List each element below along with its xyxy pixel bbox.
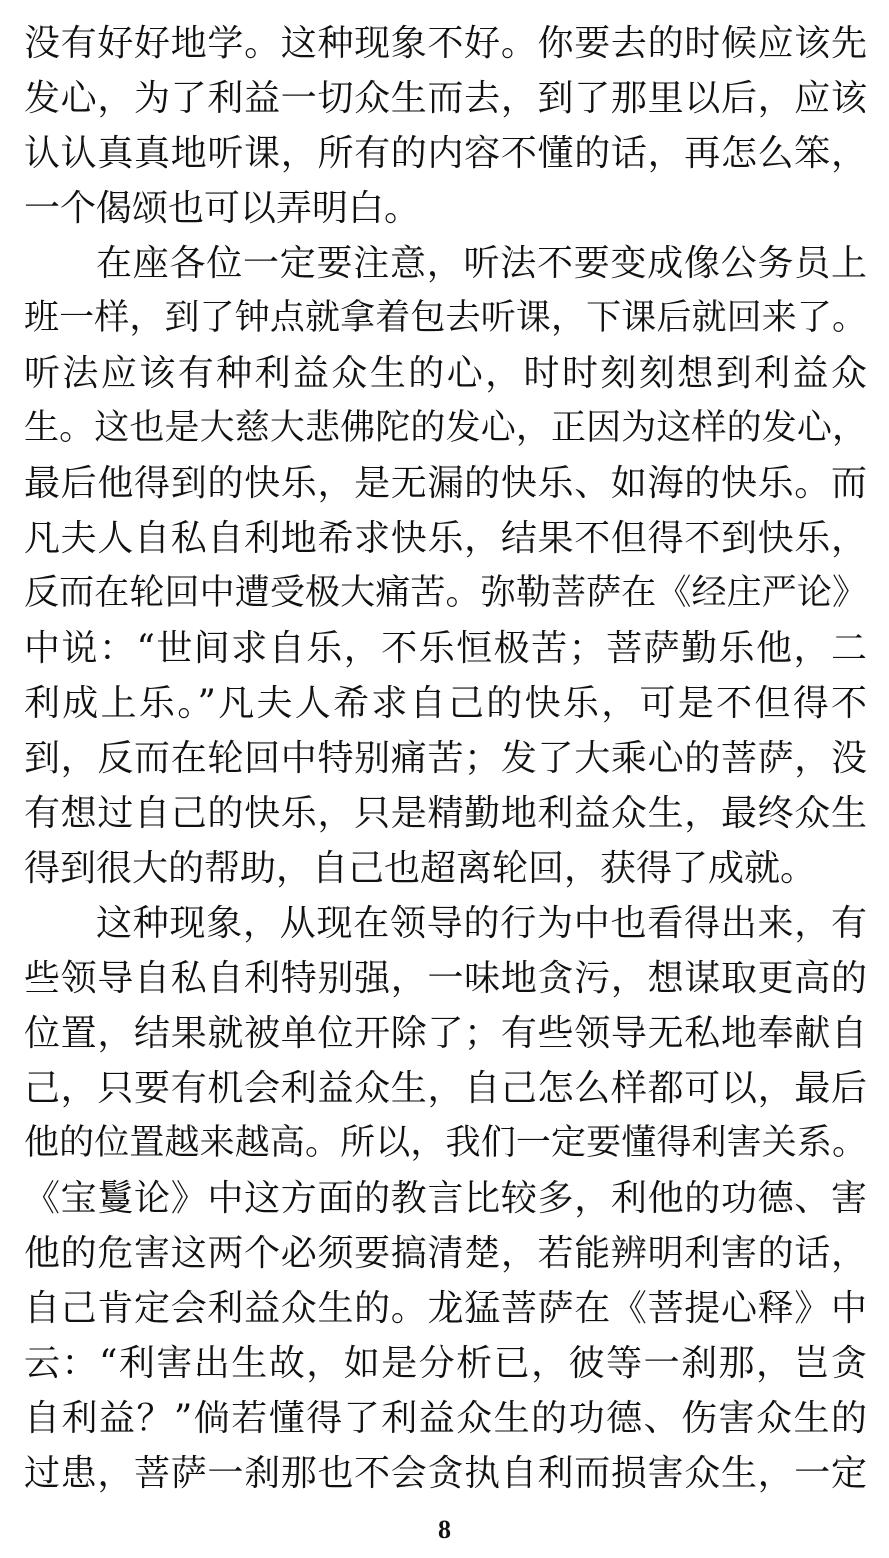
text-line: 有想过自己的快乐，只是精勤地利益众生，最终众生 (24, 793, 867, 834)
text-line: 班一样，到了钟点就拿着包去听课，下课后就回来了。 (24, 298, 867, 338)
text-line: 生。这也是大慈大悲佛陀的发心，正因为这样的发心， (24, 408, 867, 448)
text-line: 他的危害这两个必须要搞清楚，若能辨明利害的话， (24, 1233, 867, 1274)
text-line: 认认真真地听课，所有的内容不懂的话，再怎么笨， (24, 133, 867, 174)
text-line: 发心，为了利益一切众生而去，到了那里以后，应该 (24, 78, 867, 119)
text-line: 得到很大的帮助，自己也超离轮回，获得了成就。 (24, 848, 817, 889)
text-line: 自利益？”倘若懂得了利益众生的功德、伤害众生的 (24, 1398, 867, 1439)
text-line: 听法应该有种利益众生的心，时时刻刻想到利益众 (24, 353, 867, 394)
text-line: 反而在轮回中遭受极大痛苦。弥勒菩萨在《经庄严论》 (24, 573, 867, 613)
text-line: 云：“利害出生故，如是分析已，彼等一刹那，岂贪 (24, 1343, 867, 1384)
text-line: 利成上乐。”凡夫人希求自己的快乐，可是不但得不 (24, 683, 867, 724)
text-line: 一个偈颂也可以弄明白。 (24, 188, 421, 229)
text-line: 他的位置越来越高。所以，我们一定要懂得利害关系。 (24, 1123, 867, 1163)
text-line: 这种现象，从现在领导的行为中也看得出来，有 (96, 903, 867, 944)
text-line: 没有好好地学。这种现象不好。你要去的时候应该先 (24, 23, 867, 64)
text-line: 中说：“世间求自乐，不乐恒极苦；菩萨勤乐他，二 (24, 628, 867, 669)
text-line: 《宝鬘论》中这方面的教言比较多，利他的功德、害 (24, 1178, 867, 1219)
page-body (24, 16, 867, 1501)
text-line: 位置，结果就被单位开除了；有些领导无私地奉献自 (24, 1013, 867, 1054)
text-line: 己，只要有机会利益众生，自己怎么样都可以，最后 (24, 1068, 867, 1109)
text-line: 自己肯定会利益众生的。龙猛菩萨在《菩提心释》中 (24, 1288, 867, 1329)
text-line: 凡夫人自私自利地希求快乐，结果不但得不到快乐， (24, 518, 867, 559)
text-line: 些领导自私自利特别强，一味地贪污，想谋取更高的 (24, 958, 867, 999)
page-number: 8 (438, 1515, 451, 1544)
text-line: 过患，菩萨一刹那也不会贪执自利而损害众生，一定 (24, 1453, 867, 1494)
text-line: 到，反而在轮回中特别痛苦；发了大乘心的菩萨，没 (24, 738, 867, 779)
text-line: 在座各位一定要注意，听法不要变成像公务员上 (96, 243, 867, 284)
text-line: 最后他得到的快乐，是无漏的快乐、如海的快乐。而 (24, 463, 867, 504)
